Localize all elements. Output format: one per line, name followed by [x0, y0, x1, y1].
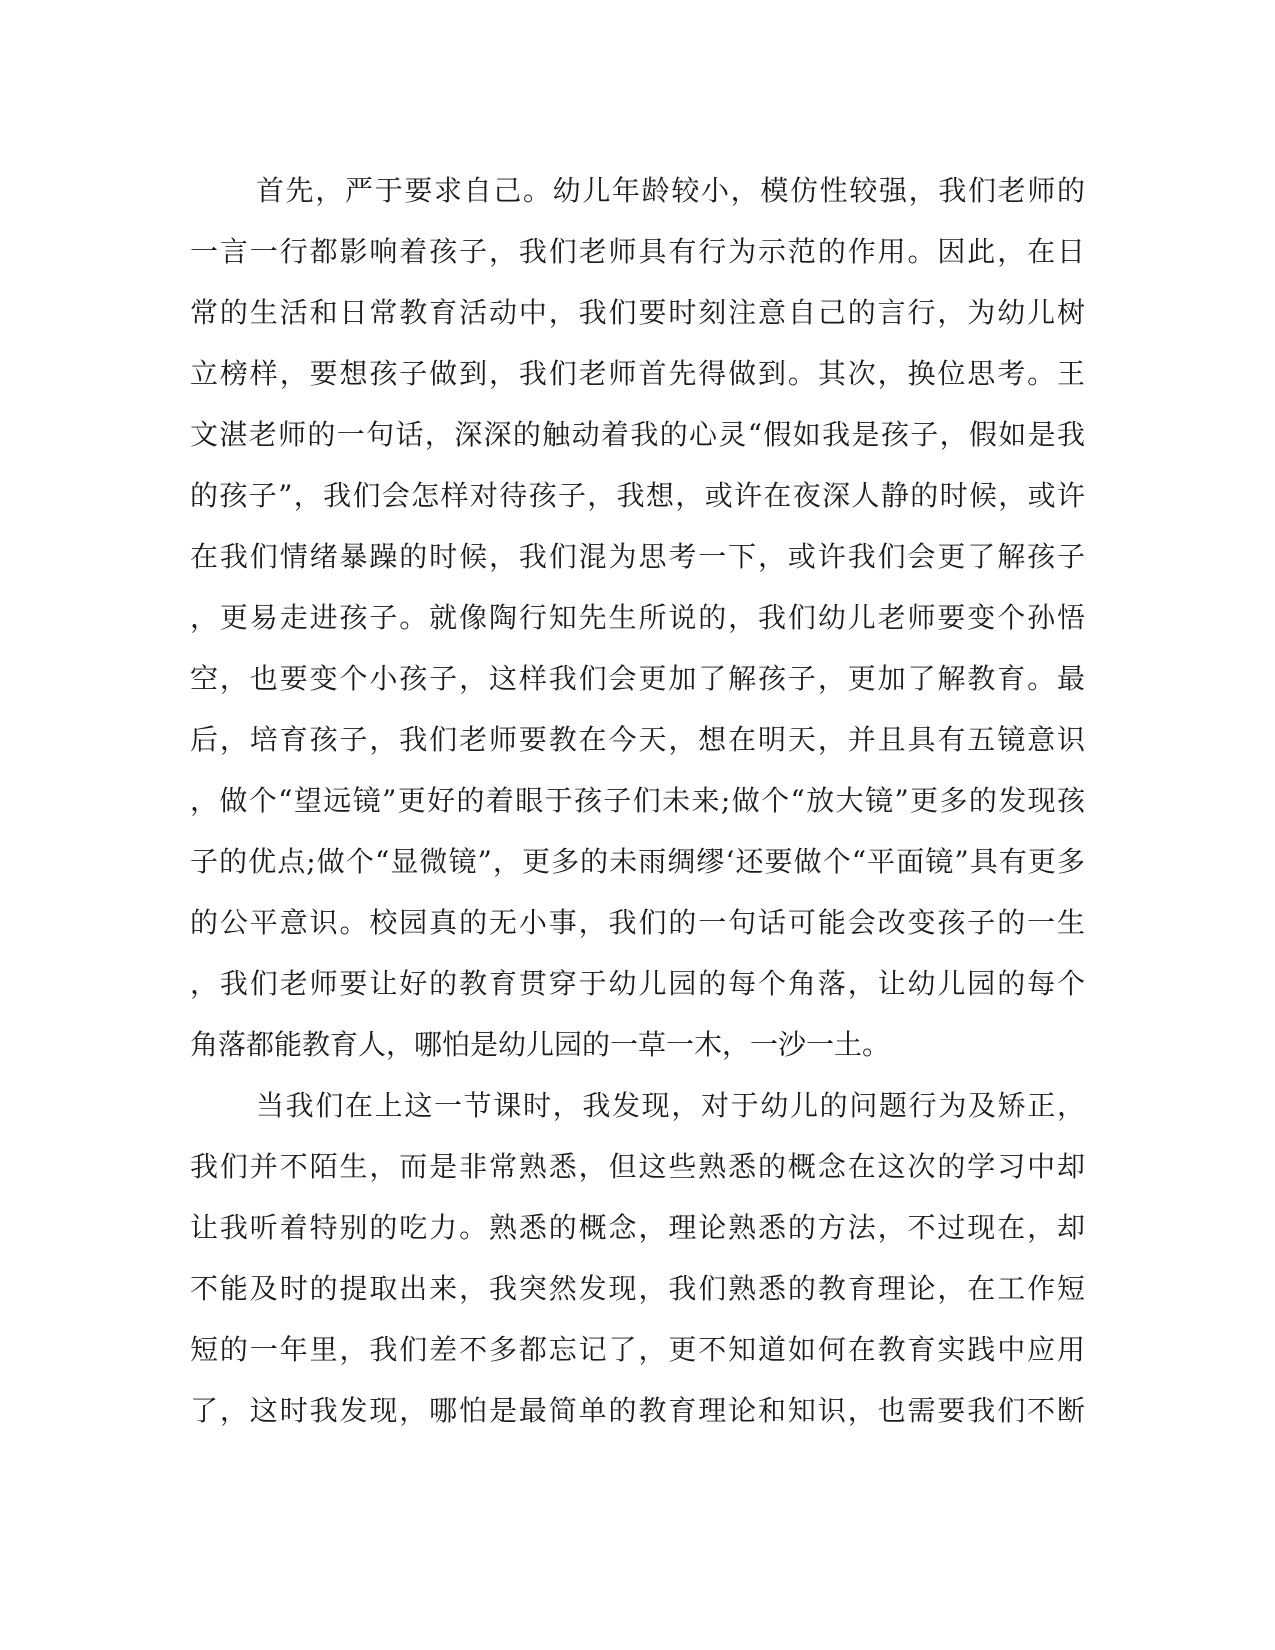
paragraph-2-line-1: 当我们在上这一节课时，我发现，对于幼儿的问题行为及矫正，	[256, 1089, 1085, 1122]
paragraph-1-line-12: 子的优点;做个“显微镜”，更多的未雨绸缪‘还要做个“平面镜”具有更多	[190, 845, 1085, 878]
paragraph-1-line-7: 在我们情绪暴躁的时候，我们混为思考一下，或许我们会更了解孩子	[190, 540, 1085, 573]
paragraph-1-line-5: 文湛老师的一句话，深深的触动着我的心灵“假如我是孩子，假如是我	[190, 418, 1085, 451]
paragraph-1-line-13: 的公平意识。校园真的无小事，我们的一句话可能会改变孩子的一生	[190, 906, 1085, 939]
paragraph-1-line-4: 立榜样，要想孩子做到，我们老师首先得做到。其次，换位思考。王	[190, 357, 1085, 390]
paragraph-2-line-4: 不能及时的提取出来，我突然发现，我们熟悉的教育理论，在工作短	[190, 1272, 1085, 1305]
paragraph-1-line-3: 常的生活和日常教育活动中，我们要时刻注意自己的言行，为幼儿树	[190, 296, 1085, 329]
paragraph-1-line-8: ，更易走进孩子。就像陶行知先生所说的，我们幼儿老师要变个孙悟	[190, 601, 1085, 634]
paragraph-2-line-3: 让我听着特别的吃力。熟悉的概念，理论熟悉的方法，不过现在，却	[190, 1211, 1085, 1244]
paragraph-1-line-14: ，我们老师要让好的教育贯穿于幼儿园的每个角落，让幼儿园的每个	[190, 967, 1085, 1000]
paragraph-1-line-6: 的孩子”，我们会怎样对待孩子，我想，或许在夜深人静的时候，或许	[190, 479, 1085, 512]
paragraph-2-line-6: 了，这时我发现，哪怕是最简单的教育理论和知识，也需要我们不断	[190, 1394, 1085, 1427]
paragraph-1-line-1: 首先，严于要求自己。幼儿年龄较小，模仿性较强，我们老师的	[256, 174, 1085, 207]
paragraph-1-line-10: 后，培育孩子，我们老师要教在今天，想在明天，并且具有五镜意识	[190, 723, 1085, 756]
paragraph-1-line-9: 空，也要变个小孩子，这样我们会更加了解孩子，更加了解教育。最	[190, 662, 1085, 695]
paragraph-2-line-5: 短的一年里，我们差不多都忘记了，更不知道如何在教育实践中应用	[190, 1333, 1085, 1366]
paragraph-1-line-11: ，做个“望远镜”更好的着眼于孩子们未来;做个“放大镜”更多的发现孩	[190, 784, 1085, 817]
body-text	[190, 160, 1085, 1441]
paragraph-1-line-2: 一言一行都影响着孩子，我们老师具有行为示范的作用。因此，在日	[190, 235, 1085, 268]
paragraph-2-line-2: 我们并不陌生，而是非常熟悉，但这些熟悉的概念在这次的学习中却	[190, 1150, 1085, 1183]
paragraph-1-line-15: 角落都能教育人，哪怕是幼儿园的一草一木，一沙一土。	[190, 1028, 891, 1061]
